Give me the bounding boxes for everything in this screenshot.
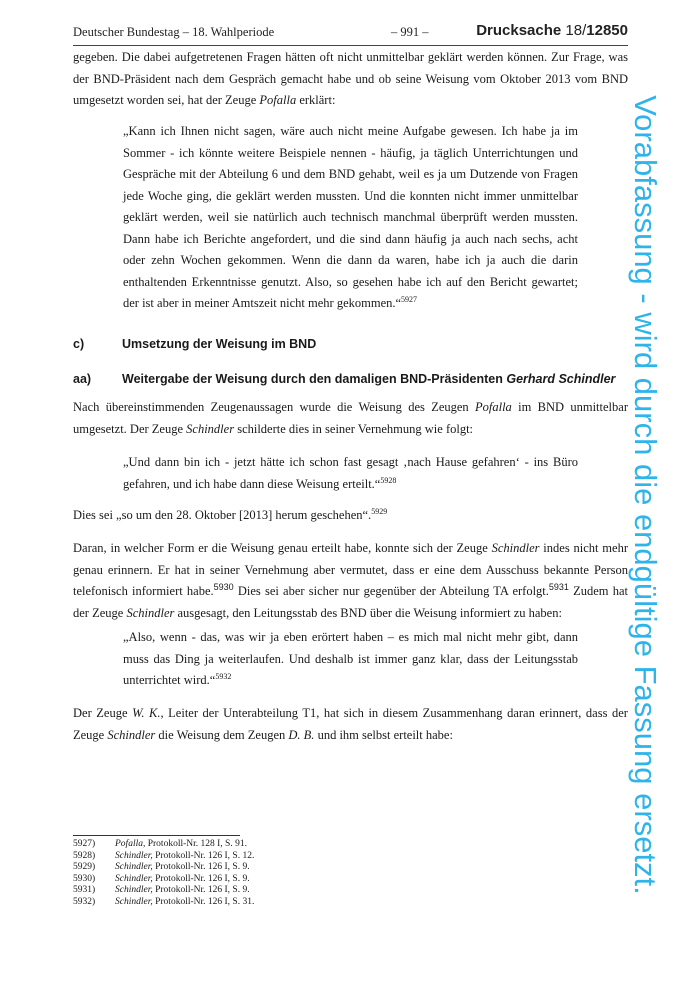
- header-parliament: Deutscher Bundestag – 18. Wahlperiode: [73, 25, 275, 39]
- para-text: indes nicht mehr genau erinnern. Er hat in seiner Vernehmung aber vermutet, dass er eine dem Ausschuss bekannte Person telefonisch informiert habe.: [73, 541, 628, 598]
- quote-schindler-2: [123, 627, 578, 692]
- footnote-name: Schindler,: [115, 885, 153, 895]
- footnote-number: 5931): [73, 885, 96, 895]
- para-text: Dies sei aber sicher nur gegenüber der Abteilung TA erfolgt.: [233, 584, 549, 598]
- section-title-name: Gerhard Schindler: [506, 372, 616, 386]
- header-page-number: – 991 –: [391, 25, 429, 39]
- section-heading-aa: [73, 372, 615, 386]
- quote-pofalla: [123, 121, 578, 315]
- quote-text: „Und dann bin ich - jetzt hätte ich schon fast gesagt ‚nach Hause gefahren‘ - ins Büro gefahren, und ich habe dann diese Weisung erteilt.“: [123, 455, 578, 491]
- footnote-number: 5929): [73, 862, 96, 872]
- header-divider: [73, 45, 628, 46]
- intro-text-2: erklärt:: [296, 93, 336, 107]
- footnote-item: [73, 897, 254, 909]
- header-document-number: [476, 22, 628, 39]
- para-text: die Weisung dem Zeugen: [155, 727, 289, 742]
- footnote-ref: 5929: [371, 507, 388, 516]
- section-number: aa): [73, 372, 92, 386]
- para-text: Zudem hat der Zeuge: [73, 584, 628, 620]
- witness-name: W. K.,: [132, 706, 164, 720]
- footnote-reference: Protokoll-Nr. 126 I, S. 9.: [152, 885, 250, 895]
- header-doc-period: 18/: [565, 22, 587, 39]
- para-text: Dies sei „so um den 28. Oktober [2013] herum geschehen“.: [73, 508, 372, 522]
- footnote-name: Schindler,: [115, 850, 153, 861]
- witness-name: Schindler: [491, 541, 540, 555]
- witness-name: Pofalla: [259, 93, 297, 107]
- para-text: im BND unmittelbar umgesetzt. Der Zeuge: [73, 400, 628, 436]
- footnote-number: 5930): [73, 873, 96, 884]
- section-heading-c: [73, 337, 316, 351]
- footnote-number: 5932): [73, 896, 96, 907]
- footnote-item: [73, 862, 254, 874]
- paragraph-1: [73, 397, 628, 440]
- watermark-text: Vorabfassung - wird durch die endgültige Fassung ersetzt.: [628, 95, 663, 895]
- footnote-name: Schindler,: [115, 862, 153, 872]
- section-title: Weitergabe der Weisung durch den damaligen BND-Präsidenten: [122, 372, 507, 386]
- draft-watermark: [606, 95, 684, 895]
- footnote-name: Schindler,: [115, 896, 153, 907]
- footnote-ref: 5928: [380, 475, 397, 485]
- witness-name: D. B.: [288, 727, 315, 742]
- paragraph-3: [73, 538, 628, 624]
- witness-name: Pofalla: [475, 400, 512, 414]
- para-text: Leiter der Unterabteilung T1, hat sich in diesem Zusammenhang daran erinnert, dass der Zeuge: [73, 706, 628, 742]
- footnote-item: [73, 874, 254, 886]
- footnote-reference: Protokoll-Nr. 126 I, S. 9.: [152, 862, 250, 872]
- header-doc-id: 12850: [586, 22, 628, 39]
- footnote-name: Pofalla: [115, 839, 143, 849]
- footnote-ref: 5932: [215, 672, 232, 681]
- footnote-reference: Protokoll-Nr. 126 I, S. 12.: [152, 850, 255, 861]
- footnote-reference: , Protokoll-Nr. 128 I, S. 91.: [142, 839, 247, 849]
- witness-name: Schindler: [186, 421, 235, 436]
- footnote-item: [73, 839, 254, 851]
- quote-schindler-1: [123, 452, 578, 495]
- paragraph-4: [73, 703, 628, 746]
- section-title: Umsetzung der Weisung im BND: [122, 337, 317, 351]
- footnote-number: 5927): [73, 839, 96, 849]
- para-text: Nach übereinstimmenden Zeugenaussagen wurde die Weisung des Zeugen: [73, 400, 475, 414]
- footnote-number: 5928): [73, 850, 96, 861]
- footnote-ref: 5930: [213, 582, 234, 592]
- footnote-reference: Protokoll-Nr. 126 I, S. 31.: [152, 896, 255, 907]
- page-header: [73, 22, 628, 42]
- quote-text: „Kann ich Ihnen nicht sagen, wäre auch nicht meine Aufgabe gewesen. Ich habe ja im Sommer - ich könnte weitere Beispiele nennen - häufig, ja täglich Unterrichtungen und Gespräche mit der Abteilung 6 und dem BND gehabt, weil es ja um Dutzende von Fragen jede Woche ging, die geklärt werden mussten. Und die konnten nicht immer unmittelbar geklärt werden, weil sie natürlich auch technisch manchmal überprüft werden mussten. Dann habe ich Berichte angefordert, und die sind dann häufig ja auch nach sechs, acht oder zehn Wochen gekommen. Wenn die dann da waren, habe ich ja auch die darin enthaltenden Erkenntnisse genutzt. Also, so gesehen habe ich auf den Bericht gewartet; der ist aber in meiner Amtszeit nicht mehr gekommen.“: [123, 124, 578, 310]
- quote-text: „Also, wenn - das, was wir ja eben erörtert haben – es mich mal nicht mehr gibt, dann muss das Ding ja weiterlaufen. Und deshalb ist immer ganz klar, dass der Leitungsstab unterrichtet wird.“: [123, 630, 578, 687]
- para-text: ausgesagt, den Leitungsstab des BND über die Weisung informiert zu haben:: [174, 605, 562, 620]
- section-number: c): [73, 337, 85, 351]
- footnote-item: [73, 851, 254, 863]
- footnote-reference: Protokoll-Nr. 126 I, S. 9.: [152, 873, 250, 884]
- intro-paragraph: [73, 47, 628, 112]
- para-text: Daran, in welcher Form er die Weisung genau erteilt habe, konnte sich der Zeuge: [73, 541, 492, 555]
- intro-text-1: gegeben. Die dabei aufgetretenen Fragen hätten oft nicht unmittelbar geklärt werden können. Zur Frage, was der BND-Präsident nach dem Gespräch gemacht habe und ob seine Weisung vom Oktober 2013 vom BND umgesetzt worden sei, hat der Zeuge: [73, 50, 628, 107]
- footnote-ref: 5927: [401, 295, 418, 304]
- footnote-divider: [73, 835, 240, 836]
- footnote-item: [73, 885, 254, 897]
- footnote-name: Schindler,: [115, 873, 153, 884]
- footnotes: [73, 839, 254, 908]
- header-doc-label: Drucksache: [476, 22, 562, 39]
- para-text: schilderte dies in seiner Vernehmung wie folgt:: [234, 421, 474, 436]
- paragraph-2: [73, 505, 628, 527]
- witness-name: Schindler: [126, 605, 175, 620]
- para-text: und ihm selbst erteilt habe:: [314, 727, 453, 742]
- footnote-ref: 5931: [548, 582, 569, 592]
- para-text: Der Zeuge: [73, 706, 133, 720]
- witness-name: Schindler: [107, 727, 156, 742]
